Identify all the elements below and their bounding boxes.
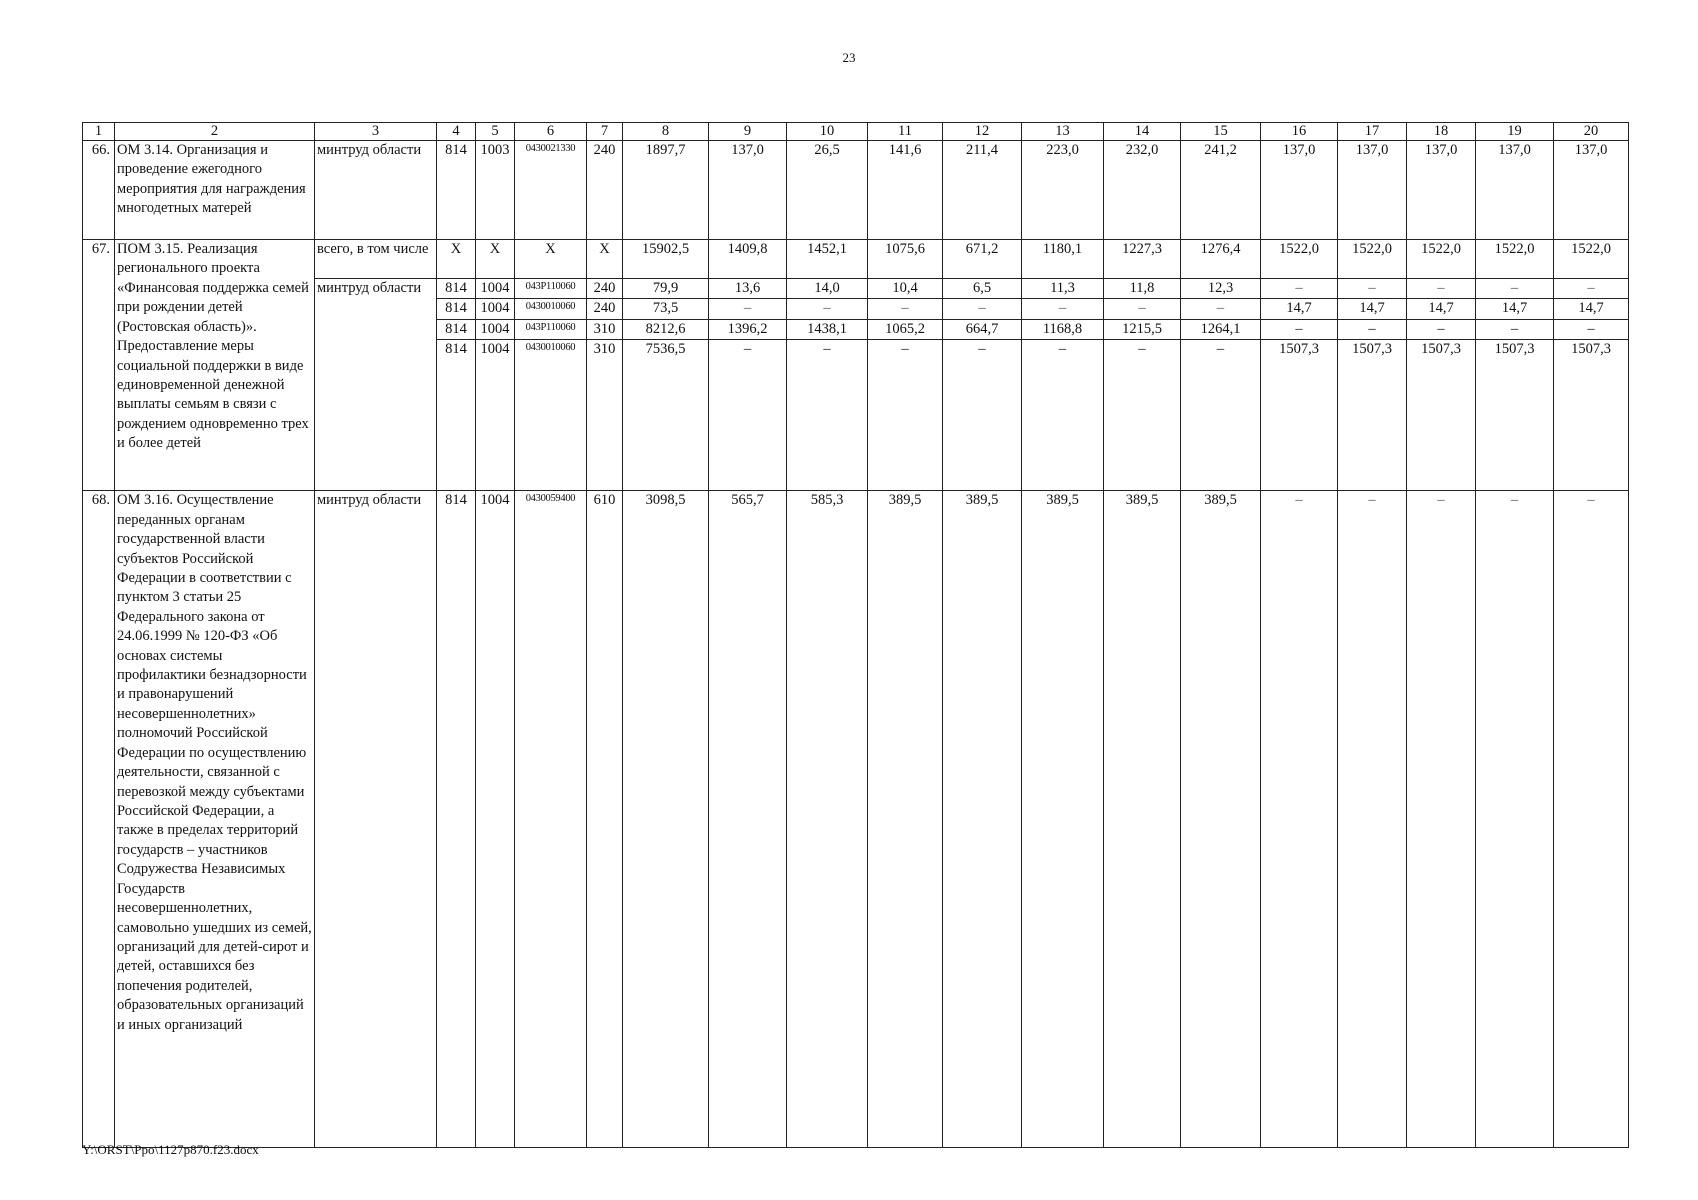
vr-code: 610 <box>587 491 623 1148</box>
value-cell: 211,4 <box>943 141 1022 240</box>
col-header: 6 <box>515 123 587 141</box>
value-cell: 1215,5 <box>1104 319 1181 339</box>
value-cell: 7536,5 <box>623 340 709 491</box>
rzpr-code: 1003 <box>476 141 515 240</box>
table-row <box>83 279 1629 299</box>
value-cell: 137,0 <box>1407 141 1476 240</box>
value-cell: 15902,5 <box>623 240 709 279</box>
value-cell: – <box>1554 279 1629 299</box>
col-header: 14 <box>1104 123 1181 141</box>
vr-code: 310 <box>587 340 623 491</box>
measure-name: ПОМ 3.15. Реализация регионального проекта «Финансовая поддержка семей при рождении детей (Ростовская область)». Предоставление меры социальной поддержки в виде единовременной денежной выплаты семьям в связи с рождением одновременно трех и более детей <box>115 240 315 491</box>
value-cell: 12,3 <box>1181 279 1261 299</box>
value-cell: 1075,6 <box>868 240 943 279</box>
value-cell: 1507,3 <box>1476 340 1554 491</box>
budget-table <box>82 122 1629 1148</box>
csr-code: 0430059400 <box>515 491 587 1148</box>
value-cell: 79,9 <box>623 279 709 299</box>
value-cell: – <box>1476 279 1554 299</box>
col-header: 17 <box>1338 123 1407 141</box>
value-cell: 3098,5 <box>623 491 709 1148</box>
value-cell: 1522,0 <box>1407 240 1476 279</box>
executor: минтруд области <box>315 279 437 491</box>
value-cell: – <box>868 340 943 491</box>
grbs-code: 814 <box>437 340 476 491</box>
col-header: 20 <box>1554 123 1629 141</box>
value-cell: 137,0 <box>1476 141 1554 240</box>
value-cell: 14,7 <box>1476 299 1554 319</box>
footer-file-path: Y:\ORST\Ppo\1127p870.f23.docx <box>82 1142 259 1157</box>
value-cell: 223,0 <box>1022 141 1104 240</box>
value-cell: 1227,3 <box>1104 240 1181 279</box>
col-header: 11 <box>868 123 943 141</box>
value-cell: 671,2 <box>943 240 1022 279</box>
executor: минтруд области <box>315 491 437 1148</box>
value-cell: – <box>1407 319 1476 339</box>
rzpr-code: 1004 <box>476 319 515 339</box>
row-number: 68. <box>83 491 115 1148</box>
value-cell: – <box>1104 340 1181 491</box>
value-cell: – <box>1022 340 1104 491</box>
value-cell: 8212,6 <box>623 319 709 339</box>
value-cell: 1065,2 <box>868 319 943 339</box>
value-cell: 1522,0 <box>1261 240 1338 279</box>
value-cell: 1438,1 <box>787 319 868 339</box>
value-cell: 11,8 <box>1104 279 1181 299</box>
value-cell: – <box>1181 340 1261 491</box>
value-cell: 26,5 <box>787 141 868 240</box>
value-cell: – <box>787 299 868 319</box>
value-cell: 137,0 <box>1554 141 1629 240</box>
value-cell: 389,5 <box>943 491 1022 1148</box>
csr-code: 0430010060 <box>515 299 587 319</box>
table-row <box>83 491 1629 1148</box>
col-header: 2 <box>115 123 315 141</box>
rzpr-code: Х <box>476 240 515 279</box>
table-row <box>83 141 1629 240</box>
value-cell: 1452,1 <box>787 240 868 279</box>
value-cell: 389,5 <box>1104 491 1181 1148</box>
value-cell: 14,7 <box>1407 299 1476 319</box>
csr-code: 043P110060 <box>515 319 587 339</box>
value-cell: 10,4 <box>868 279 943 299</box>
vr-code: Х <box>587 240 623 279</box>
value-cell: 565,7 <box>709 491 787 1148</box>
value-cell: 141,6 <box>868 141 943 240</box>
value-cell: 1507,3 <box>1554 340 1629 491</box>
value-cell: 73,5 <box>623 299 709 319</box>
value-cell: 585,3 <box>787 491 868 1148</box>
value-cell: 137,0 <box>709 141 787 240</box>
value-cell: 1180,1 <box>1022 240 1104 279</box>
grbs-code: 814 <box>437 279 476 299</box>
rzpr-code: 1004 <box>476 279 515 299</box>
vr-code: 310 <box>587 319 623 339</box>
value-cell: – <box>1181 299 1261 319</box>
grbs-code: 814 <box>437 141 476 240</box>
col-header: 16 <box>1261 123 1338 141</box>
value-cell: 1168,8 <box>1022 319 1104 339</box>
col-header: 4 <box>437 123 476 141</box>
col-header: 3 <box>315 123 437 141</box>
value-cell: – <box>787 340 868 491</box>
value-cell: – <box>1338 491 1407 1148</box>
grbs-code: 814 <box>437 299 476 319</box>
value-cell: – <box>1261 319 1338 339</box>
value-cell: – <box>868 299 943 319</box>
value-cell: – <box>943 340 1022 491</box>
value-cell: 14,7 <box>1261 299 1338 319</box>
measure-name: ОМ 3.16. Осуществление переданных органам государственной власти субъектов Российской Федерации в соответствии с пунктом 3 статьи 25 Федерального закона от 24.06.1999 № 120-ФЗ «Об основах системы профилактики безнадзорности и правонарушений несовершеннолетних» полномочий Российской Федерации по осуществлению деятельности, связанной с перевозкой между субъектами Российской Федерации, а также в пределах территорий государств – участников Содружества Независимых Государств несовершеннолетних, самовольно ушедших из семей, организаций для детей-сирот и детей, оставшихся без попечения родителей, образовательных организаций и иных организаций <box>115 491 315 1148</box>
value-cell: 1507,3 <box>1338 340 1407 491</box>
value-cell: – <box>1554 491 1629 1148</box>
col-header: 7 <box>587 123 623 141</box>
page-number: 23 <box>842 50 856 65</box>
executor-total: всего, в том числе <box>315 240 437 279</box>
col-header: 5 <box>476 123 515 141</box>
grbs-code: 814 <box>437 491 476 1148</box>
col-header: 15 <box>1181 123 1261 141</box>
col-header: 10 <box>787 123 868 141</box>
csr-code: 043P110060 <box>515 279 587 299</box>
value-cell: 11,3 <box>1022 279 1104 299</box>
value-cell: – <box>943 299 1022 319</box>
executor: минтруд области <box>315 141 437 240</box>
col-header: 13 <box>1022 123 1104 141</box>
value-cell: 1522,0 <box>1476 240 1554 279</box>
col-header: 12 <box>943 123 1022 141</box>
value-cell: 1276,4 <box>1181 240 1261 279</box>
grbs-code: Х <box>437 240 476 279</box>
value-cell: 1522,0 <box>1554 240 1629 279</box>
col-header: 9 <box>709 123 787 141</box>
value-cell: 232,0 <box>1104 141 1181 240</box>
col-header: 18 <box>1407 123 1476 141</box>
value-cell: – <box>1338 279 1407 299</box>
col-header: 19 <box>1476 123 1554 141</box>
value-cell: 1396,2 <box>709 319 787 339</box>
value-cell: – <box>1261 491 1338 1148</box>
rzpr-code: 1004 <box>476 491 515 1148</box>
csr-code: 0430010060 <box>515 340 587 491</box>
value-cell: – <box>1554 319 1629 339</box>
value-cell: – <box>1261 279 1338 299</box>
csr-code: 0430021330 <box>515 141 587 240</box>
value-cell: 13,6 <box>709 279 787 299</box>
value-cell: 664,7 <box>943 319 1022 339</box>
value-cell: – <box>1407 491 1476 1148</box>
csr-code: Х <box>515 240 587 279</box>
rzpr-code: 1004 <box>476 340 515 491</box>
value-cell: 1507,3 <box>1407 340 1476 491</box>
vr-code: 240 <box>587 141 623 240</box>
value-cell: – <box>1104 299 1181 319</box>
value-cell: 14,7 <box>1554 299 1629 319</box>
value-cell: 1522,0 <box>1338 240 1407 279</box>
value-cell: 1409,8 <box>709 240 787 279</box>
value-cell: 1264,1 <box>1181 319 1261 339</box>
value-cell: 137,0 <box>1261 141 1338 240</box>
vr-code: 240 <box>587 299 623 319</box>
column-number-row <box>83 123 1629 141</box>
col-header: 1 <box>83 123 115 141</box>
value-cell: – <box>1476 319 1554 339</box>
value-cell: – <box>1338 319 1407 339</box>
row-number: 67. <box>83 240 115 491</box>
table-row <box>83 240 1629 279</box>
col-header: 8 <box>623 123 709 141</box>
value-cell: 14,0 <box>787 279 868 299</box>
row-number: 66. <box>83 141 115 240</box>
grbs-code: 814 <box>437 319 476 339</box>
value-cell: – <box>1407 279 1476 299</box>
value-cell: – <box>1022 299 1104 319</box>
value-cell: 389,5 <box>1022 491 1104 1148</box>
value-cell: – <box>709 299 787 319</box>
vr-code: 240 <box>587 279 623 299</box>
measure-name: ОМ 3.14. Организация и проведение ежегодного мероприятия для награждения многодетных матерей <box>115 141 315 240</box>
value-cell: 389,5 <box>868 491 943 1148</box>
value-cell: 6,5 <box>943 279 1022 299</box>
value-cell: – <box>1476 491 1554 1148</box>
rzpr-code: 1004 <box>476 299 515 319</box>
value-cell: – <box>709 340 787 491</box>
value-cell: 14,7 <box>1338 299 1407 319</box>
value-cell: 137,0 <box>1338 141 1407 240</box>
value-cell: 1507,3 <box>1261 340 1338 491</box>
value-cell: 241,2 <box>1181 141 1261 240</box>
value-cell: 1897,7 <box>623 141 709 240</box>
value-cell: 389,5 <box>1181 491 1261 1148</box>
